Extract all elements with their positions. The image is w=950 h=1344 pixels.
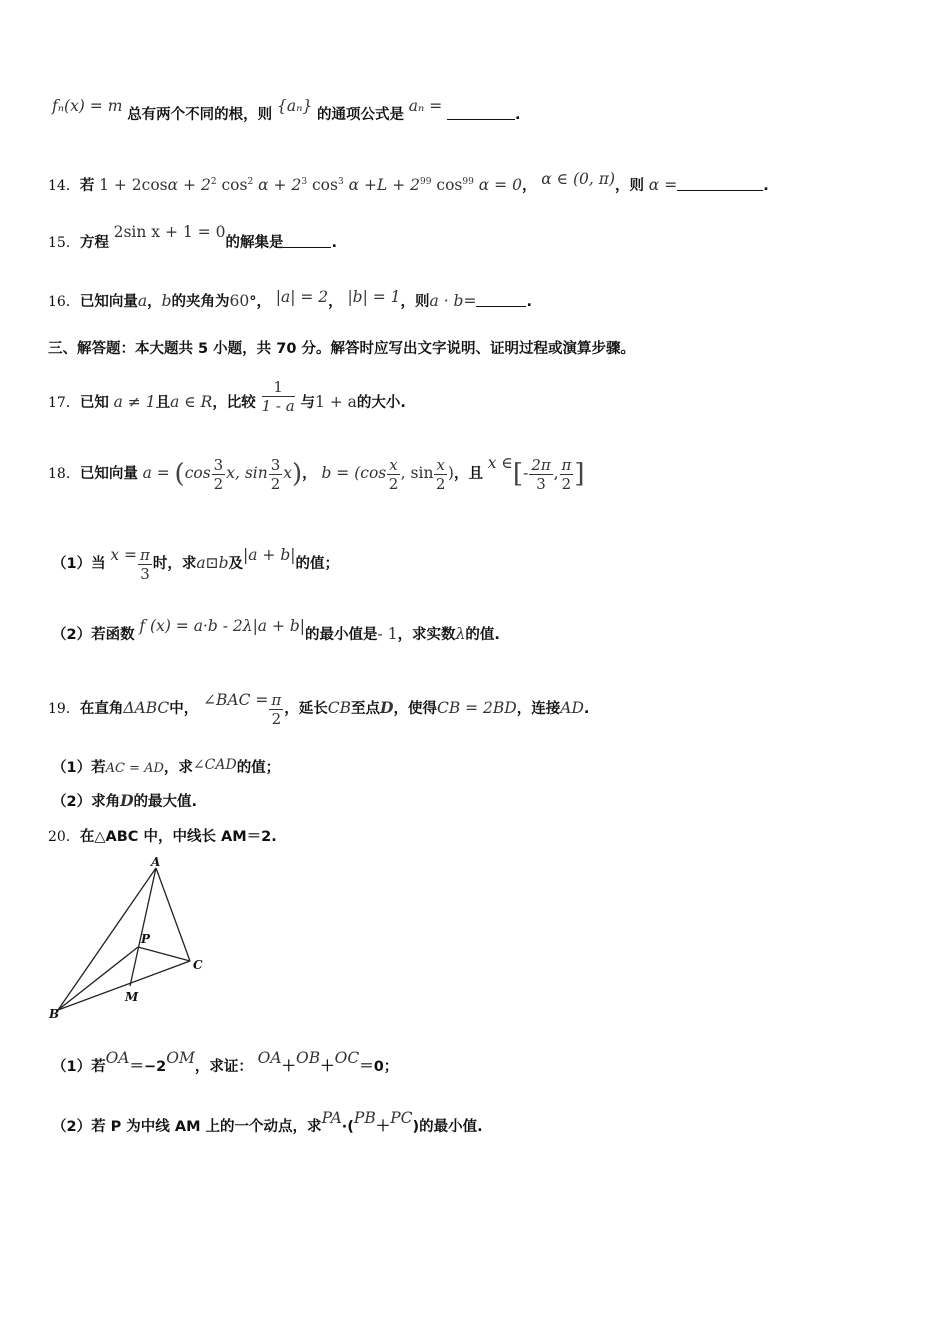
q13-an: aₙ = <box>408 97 443 115</box>
q17-text-3: ，比较 <box>212 395 256 411</box>
q15-equation: 2sin x + 1 = 0 <box>113 223 226 241</box>
q18-p2-val: - 1 <box>377 625 398 643</box>
q16-sep1: ， <box>147 294 162 310</box>
q20-p1-label: （1）若 <box>52 1059 106 1075</box>
question-17 <box>48 378 406 418</box>
q14-expr-e: cos <box>311 176 338 195</box>
q19-fd: 2 <box>271 709 282 728</box>
q14-var: α = <box>648 176 678 195</box>
q20-p1-mid: ＝−2 <box>129 1059 167 1075</box>
edge-bc <box>58 961 190 1010</box>
q18-close: ) <box>447 464 454 482</box>
q13-fn: fₙ(x) = m <box>52 97 123 115</box>
q18-xend: x <box>283 464 293 482</box>
q16-norm-b: |b| = 1 <box>347 288 401 306</box>
q20-p1-oa2: OA <box>257 1049 282 1067</box>
q15-end: . <box>331 235 337 251</box>
q20-p2-pb: PB <box>353 1109 376 1127</box>
q17-text-2: 且 <box>155 395 171 411</box>
q19-d: D <box>380 698 394 717</box>
q20-p1-text-1: ，求证： <box>194 1059 253 1075</box>
q15-text-2: 的解集是 <box>225 235 284 251</box>
q18-frac-1 <box>212 456 226 493</box>
answer-blank <box>677 176 763 191</box>
q20-p1-text-2: ＝0； <box>359 1059 399 1075</box>
q19-p2-label: （2）求角 <box>52 794 121 810</box>
q18-p1-text-2: 及 <box>228 556 244 572</box>
q14-expr-h: α = 0 <box>478 176 522 195</box>
q19-text-4: 至点 <box>351 701 381 717</box>
edge-ac <box>156 868 190 961</box>
q19-text-5: ，使得 <box>393 701 437 717</box>
q16-sep2: ， <box>328 294 343 310</box>
q20-part-2 <box>52 1109 483 1140</box>
q18-frac-3 <box>387 456 399 493</box>
q20-p1-plus2: ＋ <box>320 1059 335 1075</box>
q19-frac <box>269 691 283 728</box>
q18-frac-2 <box>269 456 283 493</box>
q16-dot-product: a · b <box>429 292 464 310</box>
q19-p2-d: D <box>120 791 134 810</box>
q19-text-2: 中， <box>169 701 199 717</box>
q20-number: 20． <box>48 829 80 845</box>
answer-blank <box>447 105 515 120</box>
q16-vec-b: b <box>161 292 172 310</box>
q13-line <box>52 97 521 125</box>
question-16 <box>48 288 532 312</box>
q17-cond-1: a ≠ 1 <box>113 393 156 411</box>
q18-vec-a: a = <box>142 464 170 482</box>
q17-text-5: 的大小. <box>356 395 406 411</box>
q18-p2-lambda: λ <box>455 625 466 643</box>
q18-p1-x: x = <box>110 546 138 564</box>
q19-p1-text-2: 的值； <box>236 760 281 776</box>
q17-text-1: 已知 <box>79 395 109 411</box>
q18-vec-b: b = (cos <box>321 464 387 482</box>
q18-p1-label: （1）当 <box>52 556 106 572</box>
bracket-close: ] <box>574 459 585 489</box>
q19-eq: CB = 2BD <box>436 699 517 717</box>
q19-p2-text-1: 的最大值. <box>133 794 198 810</box>
q20-p2-text-1: )的最小值. <box>412 1119 483 1135</box>
q18-f5d: 3 <box>536 474 546 493</box>
section-3-heading: 三、解答题：本大题共 5 小题，共 70 分。解答时应写出文字说明、证明过程或演算步骤。 <box>48 341 635 357</box>
q18-f6d: 2 <box>561 474 572 493</box>
q17-frac-num: 1 <box>262 378 295 397</box>
q14-expr-b: α + 2 <box>167 176 211 195</box>
q15-text-1: 方程 <box>79 235 109 251</box>
q18-f4n: x <box>436 455 445 474</box>
q18-f2n: 3 <box>270 455 281 474</box>
q18-neg: - <box>523 464 529 482</box>
q18-p1-fd: 3 <box>140 564 150 583</box>
q20-p2-plus: ＋ <box>375 1119 391 1135</box>
q18-p1-text-1: 时，求 <box>152 556 197 572</box>
q18-p2-text-2: ，求实数 <box>397 627 456 643</box>
q18-f2d: 2 <box>270 474 281 493</box>
q17-fraction <box>262 378 295 415</box>
q14-expr-c: cos <box>221 176 248 195</box>
label-a: A <box>151 855 161 869</box>
q14-sup-c: 2 <box>247 177 254 187</box>
triangle-figure <box>44 855 224 1030</box>
q14-expr-f: α +L + 2 <box>348 176 421 195</box>
q14-expr <box>99 176 522 194</box>
q18-f3n: x <box>389 455 398 474</box>
q19-cb: CB <box>327 699 352 717</box>
q19-text-6: ，连接 <box>516 701 561 717</box>
q18-mid: x, sin <box>226 464 268 482</box>
question-18: 18．已知向量 a = (cos $\frac{3}{2}$ x, sin $\frac{3}{2}$ x)， b = (cos $\frac{x}{2}$ , sin $\frac{x}{2}$ )，且 x ∈[- $\frac{2\pi}{3}$ , $\frac{\pi}{2}$ ] <box>48 454 585 493</box>
q19-p1-label: （1）若 <box>52 760 106 776</box>
q18-f6n: π <box>561 455 572 474</box>
question-14 <box>48 172 769 196</box>
q16-angle: 60 <box>229 292 250 310</box>
q20-p2-dot: ·( <box>341 1119 354 1135</box>
q18-p1-fn: π <box>140 545 150 564</box>
paren-close: ) <box>292 459 303 489</box>
q14-sup-b: 2 <box>210 177 217 187</box>
q17-text-4: 与 <box>300 395 315 411</box>
q13-text-2: 的通项公式是 <box>317 107 404 123</box>
q16-eq: = <box>463 292 477 310</box>
q16-text-1: 已知向量 <box>79 294 138 310</box>
q19-p1-cond: AC = AD <box>105 761 164 776</box>
q18-part-2 <box>52 614 500 654</box>
q20-p1-oc: OC <box>334 1049 360 1067</box>
q19-number: 19． <box>48 701 80 717</box>
q20-p1-om: OM <box>166 1049 195 1067</box>
q19-ad: AD <box>560 699 584 717</box>
q18-number: 18． <box>48 466 80 482</box>
q20-p2-label: （2）若 P 为中线 AM 上的一个动点，求 <box>52 1119 322 1135</box>
q19-part-2 <box>52 791 197 812</box>
q19-text-1: 在直角 <box>79 701 124 717</box>
q16-vec-a: a <box>137 292 148 310</box>
answer-blank <box>283 233 331 248</box>
q17-number: 17． <box>48 395 80 411</box>
q14-sup-e: 3 <box>337 177 344 187</box>
q19-end: . <box>583 701 590 717</box>
q19-text-3: ，延长 <box>284 701 328 717</box>
q16-text-3: °， <box>249 294 271 310</box>
label-c: C <box>193 958 203 972</box>
answer-blank <box>476 292 526 307</box>
label-b: B <box>49 1007 60 1021</box>
q18-p1-norm: |a + b| <box>243 546 296 564</box>
q18-cos: cos <box>184 464 211 482</box>
q18-f4d: 2 <box>435 474 446 493</box>
q20-p1-oa: OA <box>105 1049 130 1067</box>
q18-f5n: 2π <box>531 455 551 474</box>
q17-frac-den: 1 - a <box>261 397 295 415</box>
q19-p1-angle: ∠CAD <box>192 757 237 773</box>
q18-p2-text-1: 的最小值是 <box>305 627 378 643</box>
q18-text-2: ，且 <box>453 466 483 482</box>
q19-angle: ∠BAC = <box>203 691 269 709</box>
q14-end: . <box>763 178 769 195</box>
q14-expr-a: 1 + 2cos <box>99 176 168 195</box>
q14-sup-g: 99 <box>462 177 474 187</box>
q18-p2-text-3: 的值. <box>465 627 500 643</box>
q14-expr-g: cos <box>436 176 463 195</box>
q18-text-1: 已知向量 <box>79 466 138 482</box>
q18-part-1 <box>52 540 339 586</box>
bracket-open: [ <box>512 459 524 489</box>
q13-seq: {aₙ} <box>276 97 313 115</box>
q14-expr-d: α + 2 <box>258 176 302 195</box>
q20-part-1 <box>52 1049 399 1080</box>
q17-cond-2: a ∈ R <box>170 393 213 411</box>
q18-frac-6 <box>560 456 574 493</box>
q18-f1d: 2 <box>213 474 224 493</box>
q18-sin: , sin <box>400 464 434 482</box>
q18-frac-4 <box>434 456 446 493</box>
q19-p1-text-1: ，求 <box>163 760 193 776</box>
q20-p2-pa: PA <box>321 1109 342 1127</box>
q16-text-2: 的夹角为 <box>171 294 230 310</box>
q14-cond: α ∈ (0, π) <box>541 170 616 189</box>
q14-sup-d: 3 <box>301 177 308 187</box>
q18-p1-ab: a⊡b <box>196 554 229 572</box>
q20-p1-ob: OB <box>296 1049 321 1067</box>
q13-text-1: 总有两个不同的根，则 <box>127 107 273 123</box>
q14-text-1: 若 <box>79 178 95 195</box>
q20-p1-plus1: ＋ <box>281 1059 297 1075</box>
q20-text-1: 在△ABC 中，中线长 AM＝2. <box>79 829 277 845</box>
q20-p2-pc: PC <box>390 1109 413 1127</box>
segment-pc <box>138 947 190 961</box>
q16-norm-a: |a| = 2 <box>275 288 329 306</box>
q13-end: . <box>515 107 521 123</box>
q14-comma: ， <box>521 178 537 195</box>
q14-sup-f: 99 <box>420 177 432 187</box>
label-p: P <box>141 932 151 946</box>
q16-number: 16． <box>48 294 80 310</box>
q18-p1-text-3: 的值； <box>295 556 339 572</box>
q14-number: 14． <box>48 178 80 195</box>
q16-end: . <box>526 294 532 310</box>
q19-part-1 <box>52 757 280 779</box>
q18-comma: ， <box>302 466 317 482</box>
question-19 <box>48 686 589 730</box>
q18-f1n: 3 <box>213 455 224 474</box>
q17-expr-2: 1 + a <box>314 393 357 411</box>
question-20 <box>48 826 277 847</box>
q15-number: 15． <box>48 235 80 251</box>
question-15 <box>48 223 337 253</box>
q19-triangle: ΔABC <box>123 699 170 717</box>
q18-frac-5 <box>529 456 552 493</box>
q16-text-4: ，则 <box>400 294 430 310</box>
q14-text-2: ，则 <box>615 178 645 195</box>
q18-p2-label: （2）若函数 <box>52 627 135 643</box>
label-m: M <box>125 990 139 1004</box>
q19-fn: π <box>271 690 282 709</box>
q18-p2-function: f (x) = a·b - 2λ|a + b| <box>139 617 306 635</box>
q18-xin: x ∈ <box>487 454 513 472</box>
paren-open: ( <box>174 459 185 489</box>
q18-p1-frac <box>138 546 152 583</box>
q18-f3d: 2 <box>388 474 399 493</box>
